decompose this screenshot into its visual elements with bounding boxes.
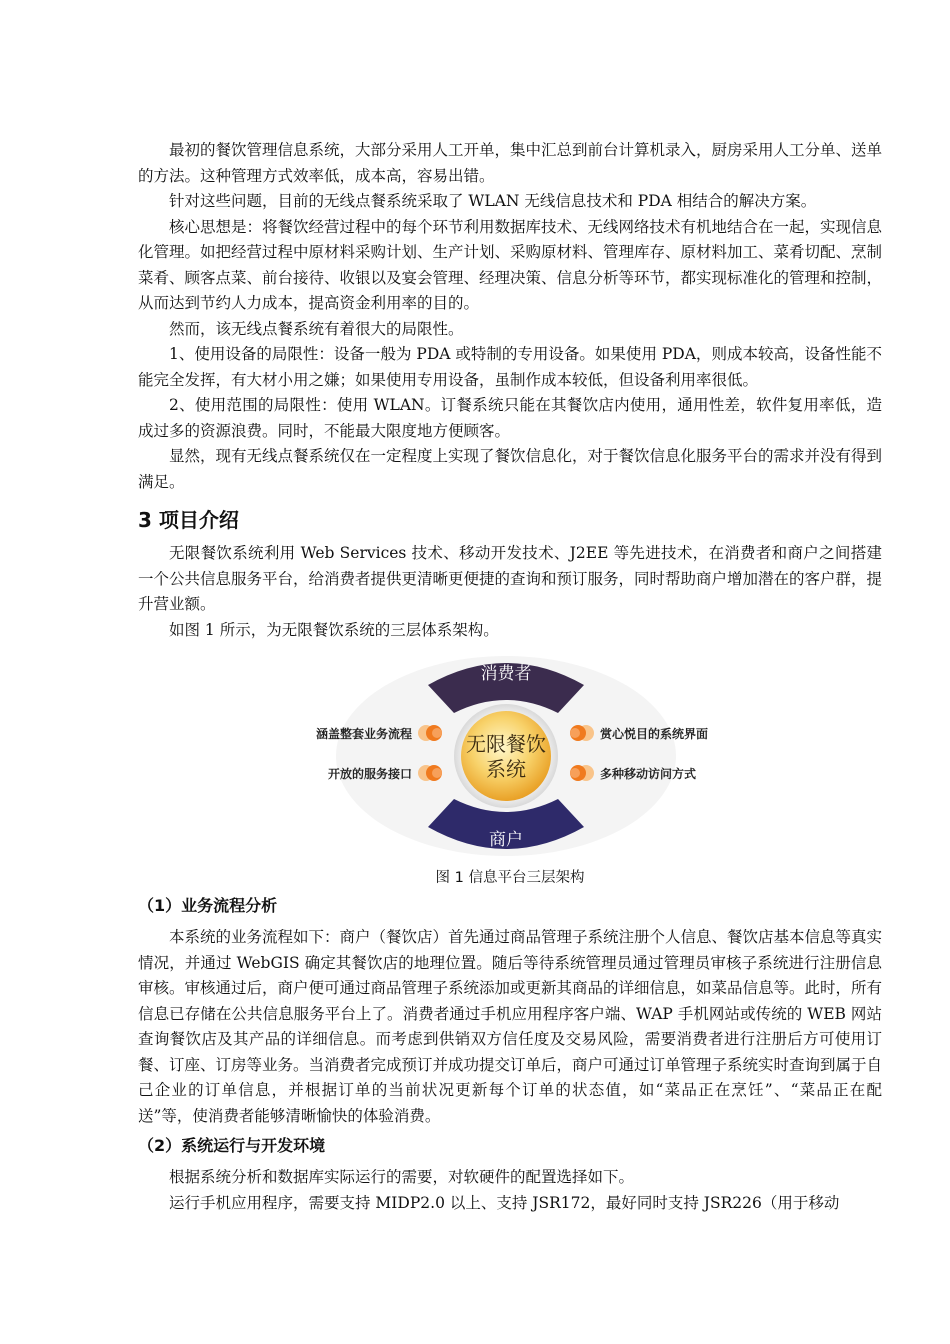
subsection-1-paragraph: 本系统的业务流程如下：商户（餐饮店）首先通过商品管理子系统注册个人信息、餐饮店基本信息等真实情况，并通过 WebGIS 确定其餐饮店的地理位置。随后等待系统管理员通过管理员审核子系统进行注册信息审核。审核通过后，商户便可通过商品管理子系统添加或更新其商品的详细信息，如菜品信息等。此时，所有信息已存储在公共信息服务平台上了。消费者通过手机应用程序客户端、WAP 手机网站或传统的 WEB 网站查询餐饮店及其产品的详细信息。而考虑到供销双方信任度及交易风险，需要消费者进行注册后方可使用订餐、订座、订房等业务。当消费者完成预订并成功提交订单后，商户可通过订单管理子系统实时查询到属于自己企业的订单信息，并根据订单的当前状况更新每个订单的状态值，如“菜品正在烹饪”、“菜品正在配送”等，使消费者能够清晰愉快的体验消费。 bbox=[138, 928, 883, 1125]
intro-paragraph-1: 最初的餐饮管理信息系统，大部分采用人工开单，集中汇总到前台计算机录入，厨房采用人工分单、送单的方法。这种管理方式效率低，成本高，容易出错。 bbox=[138, 141, 883, 185]
page-content bbox=[138, 138, 882, 1216]
section-3-heading: 3 项目介绍 bbox=[138, 508, 239, 532]
left-bottom-label: 开放的服务接口 bbox=[327, 767, 412, 781]
subsection-2-paragraph-2: 运行手机应用程序，需要支持 MIDP2.0 以上、支持 JSR172，最好同时支持 JSR226（用于移动 bbox=[169, 1193, 840, 1212]
right-top-dots bbox=[570, 725, 594, 741]
intro-paragraph-4: 然而，该无线点餐系统有着很大的局限性。 bbox=[169, 319, 464, 338]
subsection-2-heading: （2）系统运行与开发环境 bbox=[138, 1136, 326, 1155]
intro-paragraph-5: 1、使用设备的局限性：设备一般为 PDA 或特制的专用设备。如果使用 PDA，则成本较高，设备性能不能完全发挥，有大材小用之嫌；如果使用专用设备，虽制作成本较低，但设备利用率很低。 bbox=[138, 345, 882, 389]
left-bottom-dots bbox=[418, 765, 442, 781]
center-circle bbox=[461, 711, 551, 801]
merchant-label: 商户 bbox=[489, 830, 523, 850]
right-bottom-dots bbox=[570, 765, 594, 781]
center-label-line2: 系统 bbox=[486, 757, 526, 781]
right-bottom-label: 多种移动访问方式 bbox=[600, 767, 697, 781]
left-top-label: 涵盖整套业务流程 bbox=[315, 727, 412, 741]
subsection-2-paragraph-1: 根据系统分析和数据库实际运行的需要，对软硬件的配置选择如下。 bbox=[169, 1168, 635, 1186]
architecture-figure bbox=[138, 647, 882, 865]
figure-caption: 图 1 信息平台三层架构 bbox=[435, 870, 585, 886]
intro-paragraph-3: 核心思想是：将餐饮经营过程中的每个环节利用数据库技术、无线网络技术有机地结合在一起，实现信息化管理。如把经营过程中原材料采购计划、生产计划、采购原材料、管理库存、原材料加工、菜肴切配、烹制菜肴、顾客点菜、前台接待、收银以及宴会管理、经理决策、信息分析等环节，都实现标准化的管理和控制，从而达到节约人力成本，提高资金利用率的目的。 bbox=[138, 217, 883, 312]
section-3-paragraph-2: 如图 1 所示，为无限餐饮系统的三层体系架构。 bbox=[169, 620, 499, 639]
intro-paragraph-7: 显然，现有无线点餐系统仅在一定程度上实现了餐饮信息化，对于餐饮信息化服务平台的需求并没有得到满足。 bbox=[138, 447, 883, 491]
left-top-dots bbox=[418, 725, 442, 741]
intro-paragraph-6: 2、使用范围的局限性：使用 WLAN。订餐系统只能在其餐饮店内使用，通用性差，软件复用率低，造成过多的资源浪费。同时，不能最大限度地方便顾客。 bbox=[138, 396, 882, 440]
right-top-label: 赏心悦目的系统界面 bbox=[600, 727, 709, 741]
subsection-1-heading: （1）业务流程分析 bbox=[138, 896, 278, 915]
consumer-label: 消费者 bbox=[480, 664, 532, 684]
architecture-diagram bbox=[288, 647, 732, 865]
section-3-paragraph-1: 无限餐饮系统利用 Web Services 技术、移动开发技术、J2EE 等先进技术，在消费者和商户之间搭建一个公共信息服务平台，给消费者提供更清晰更便捷的查询和预订服务，同时帮助商户增加潜在的客户群，提升营业额。 bbox=[138, 544, 883, 613]
intro-paragraph-2: 针对这些问题，目前的无线点餐系统采取了 WLAN 无线信息技术和 PDA 相结合的解决方案。 bbox=[169, 192, 817, 210]
center-label-line1: 无限餐饮 bbox=[466, 732, 546, 756]
